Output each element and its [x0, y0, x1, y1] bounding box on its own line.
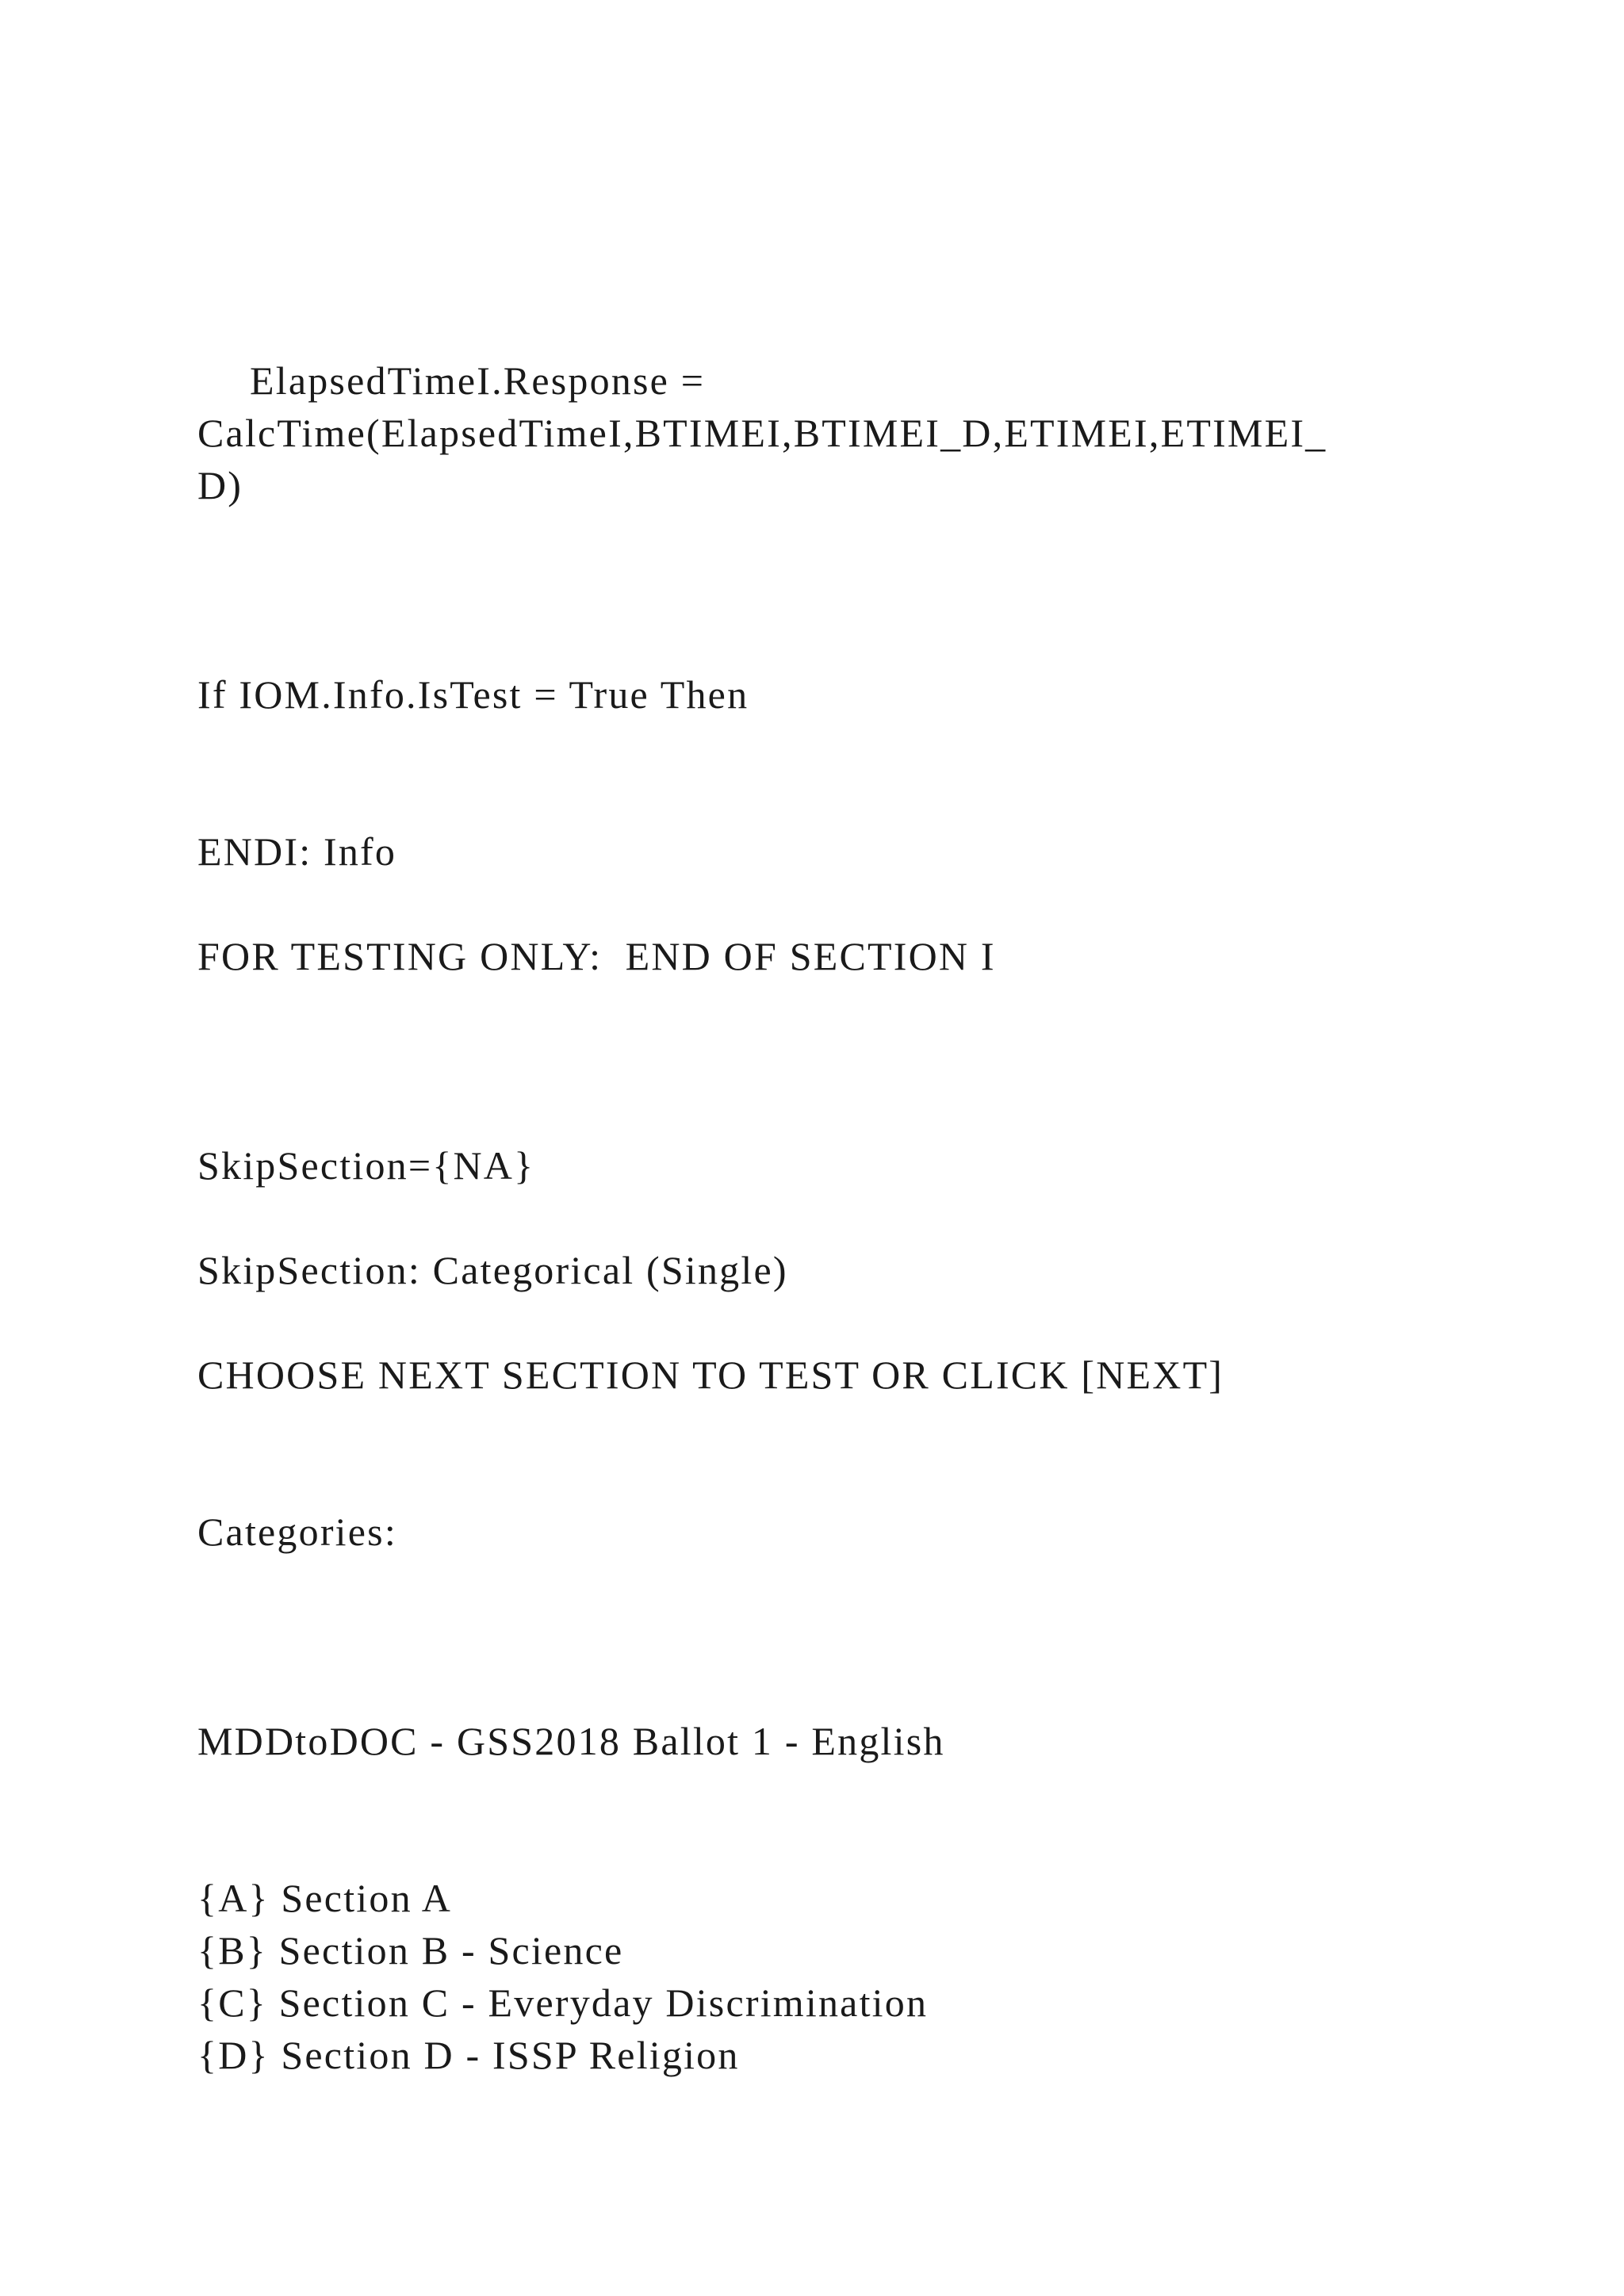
- code-line-elapsed-time: ElapsedTimeI.Response =: [250, 358, 706, 403]
- category-item: {A} Section A: [197, 1876, 453, 1920]
- category-item: {C} Section C - Everyday Discrimination: [197, 1980, 929, 2025]
- source-footer: MDDtoDOC - GSS2018 Ballot 1 - English: [197, 1719, 945, 1763]
- testing-note: FOR TESTING ONLY: END OF SECTION I: [197, 934, 996, 978]
- skip-section-default: SkipSection={NA}: [197, 1143, 535, 1188]
- instruction-text: CHOOSE NEXT SECTION TO TEST OR CLICK [NEXT]: [197, 1353, 1224, 1397]
- code-line-calc-time-end: D): [197, 463, 243, 507]
- category-item: {B} Section B - Science: [197, 1928, 624, 1973]
- categories-label: Categories:: [197, 1510, 397, 1554]
- category-item: {D} Section D - ISSP Religion: [197, 2033, 740, 2077]
- code-line-calc-time: CalcTime(ElapsedTimeI,BTIMEI,BTIMEI_D,ETIMEI,ETIMEI_: [197, 411, 1327, 455]
- if-statement: If IOM.Info.IsTest = True Then: [197, 672, 749, 717]
- endi-info: ENDI: Info: [197, 829, 397, 874]
- skip-section-type: SkipSection: Categorical (Single): [197, 1248, 788, 1292]
